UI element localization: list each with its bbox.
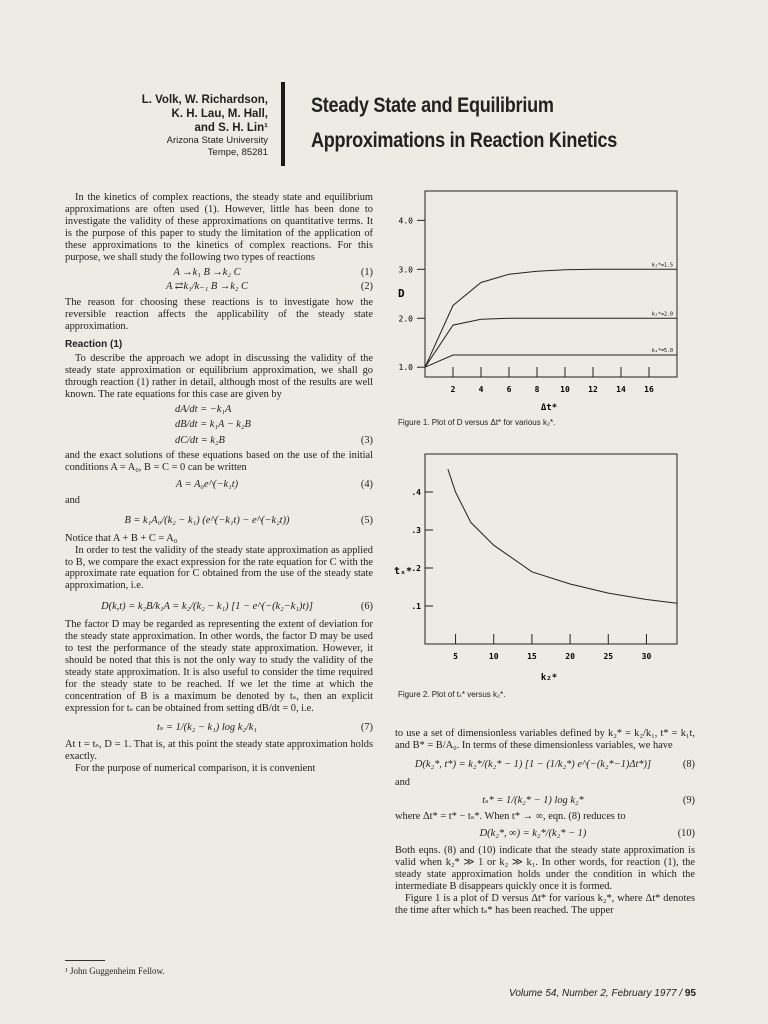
equation-number: (6): [360, 601, 373, 613]
right-column: [395, 728, 695, 917]
data-line: [448, 469, 677, 603]
paragraph-order: In order to test the validity of the steady state approximation as applied to B, we compare the exact expression for the rate equation for C with the approximate rate equation for C obtained from the use of the steady state approximation, i.e.: [65, 544, 373, 592]
paragraph-and: and: [65, 494, 81, 506]
paragraph-fig1: Figure 1 is a plot of D versus Δt* for various k₂*, where Δt* denotes the time after which tₛ* has been reached. The upper: [395, 892, 695, 916]
y-tick-label: .1: [411, 602, 421, 611]
equation-7: [65, 722, 373, 734]
equation-body: dC/dt = k₂B: [175, 435, 225, 447]
page-number: 95: [684, 988, 696, 999]
paragraph-exact: and the exact solutions of these equations based on the use of the initial conditions A = A₀, B = C = 0 can be written: [65, 450, 373, 474]
x-tick-label: 25: [603, 652, 614, 661]
x-tick-label: 6: [506, 385, 512, 394]
page-footer: [509, 988, 696, 999]
equation-number: (8): [682, 758, 695, 770]
figure-1-caption: Figure 1. Plot of D versus Δt* for various k₂*.: [398, 418, 556, 427]
paragraph-at: At t = tₛ, D = 1. That is, at this point the steady state approximation holds exactly.: [65, 739, 373, 763]
rate-equation-c: [65, 435, 373, 447]
equation-number: (3): [360, 435, 373, 447]
equation-8: [395, 759, 695, 771]
equation-2: [65, 281, 373, 293]
affiliation-line: Arizona State University: [166, 135, 268, 146]
x-tick-label: 15: [527, 652, 537, 661]
footnote: ¹ John Guggenheim Fellow.: [65, 966, 165, 976]
author-block: [118, 93, 268, 159]
data-line: [425, 355, 677, 367]
x-axis-label: k₂*: [540, 673, 558, 683]
equation-body: A →k₁ B →k₂ C: [173, 267, 241, 279]
rate-equation-a: [65, 404, 373, 416]
y-tick-label: .4: [411, 488, 421, 497]
figure-1-chart: [380, 185, 695, 415]
x-tick-label: 16: [644, 385, 654, 394]
equation-6: [65, 601, 373, 613]
equation-5: [65, 515, 373, 527]
rate-equation-b: [65, 419, 373, 431]
equation-body: A = A₀e^(−k₁t): [175, 479, 239, 491]
equation-body: D(k₂*, ∞) = k₂*/(k₂* − 1): [479, 828, 587, 840]
y-tick-label: .3: [411, 526, 421, 535]
paragraph-numerical: For the purpose of numerical comparison, it is convenient: [75, 763, 316, 775]
equation-number: (5): [360, 514, 373, 526]
y-tick-label: 2.0: [398, 314, 413, 324]
affiliation-line: Tempe, 85281: [207, 147, 268, 158]
paragraph-both: Both eqns. (8) and (10) indicate that the steady state approximation is valid when k₂* ≫ 1 or k₂ ≫ k₁. In other words, for reaction (1), the steady state approximation holds under the condition in which the intermediate B disappears quickly once it is formed.: [395, 845, 695, 893]
curve-label: k₂*=1.5: [651, 262, 673, 269]
paragraph-notice: Notice that A + B + C = A₀: [65, 532, 178, 544]
x-tick-label: 20: [565, 652, 575, 661]
equation-number: (2): [360, 281, 373, 293]
equation-number: (10): [677, 828, 695, 840]
left-column: [65, 192, 373, 775]
equation-body: dA/dt = −k₁A: [175, 403, 232, 415]
title-line: Steady State and Equilibrium: [311, 94, 554, 117]
equation-number: (9): [682, 794, 695, 806]
figure-2-caption: Figure 2. Plot of tₛ* versus k₂*.: [398, 690, 506, 699]
equation-body: tₛ = 1/(k₂ − k₁) log k₂/k₁: [156, 722, 258, 734]
paragraph-approach: To describe the approach we adopt in discussing the validity of the steady state approximation or equilibrium approximation, we shall go through reaction (1) rather in detail, although most of the results are well known. The rate equations for this case are given by: [65, 352, 373, 400]
curve-label: k₂*=2.0: [651, 311, 673, 318]
x-tick-label: 10: [488, 652, 499, 661]
equation-body: D(k,t) = k₂B/k₁A = k₂/(k₂ − k₁) [1 − e^(−(k₂−k₁)t)]: [101, 601, 313, 613]
x-axis-label: Δt*: [540, 403, 558, 413]
x-tick-label: 14: [616, 385, 626, 394]
y-axis-label: D: [398, 287, 405, 300]
paragraph-dimless: to use a set of dimensionless variables defined by k₂* = k₂/k₁, t* = k₁t, and B* = B/A₀. In terms of these dimensionless variables, we have: [395, 728, 695, 751]
y-tick-label: 1.0: [398, 363, 413, 373]
y-tick-label: .2: [411, 564, 421, 573]
x-tick-label: 2: [450, 385, 456, 394]
equation-10: [395, 828, 695, 840]
equation-1: [65, 267, 373, 279]
x-tick-label: 4: [478, 385, 484, 394]
paragraph-where: where Δt* = t* − tₛ*. When t* → ∞, eqn. (8) reduces to: [395, 810, 626, 822]
author-line: L. Volk, W. Richardson,: [141, 94, 268, 106]
y-axis-label: tₛ*: [394, 566, 413, 577]
section-heading: Reaction (1): [65, 338, 123, 350]
equation-number: (7): [360, 722, 373, 734]
equation-body: dB/dt = k₁A − k₂B: [175, 419, 251, 431]
author-line: K. H. Lau, M. Hall,: [171, 108, 268, 120]
curve-label: k₂*=5.0: [651, 347, 673, 354]
equation-9: [395, 795, 695, 807]
article-title: [311, 88, 621, 158]
x-tick-label: 5: [453, 652, 458, 661]
equation-body: B = k₁A₀/(k₂ − k₁) (e^(−k₁t) − e^(−k₂t)): [124, 514, 290, 526]
equation-number: (4): [360, 479, 373, 491]
y-tick-label: 4.0: [398, 216, 413, 226]
plot-frame: [425, 191, 677, 377]
author-line: and S. H. Lin¹: [194, 122, 268, 134]
footer-separator: /: [679, 988, 683, 999]
title-divider: [281, 82, 285, 166]
paragraph-factor: The factor D may be regarded as representing the extent of deviation for the steady state approximation. In other words, the factor D may be used to test the performance of the steady state approximation. However, it should be noted that this is not the only way to study the validity of the steady state approximation. It is also useful to consider the time required for the steady state to be reached. If we let the time at which the concentration of B is a maximum be denoted by tₛ, then an explicit expression for tₛ can be obtained from setting dB/dt = 0, i.e.: [65, 619, 373, 714]
paragraph-and: and: [395, 776, 411, 788]
journal-volume: Volume 54, Number 2, February 1977: [509, 988, 677, 999]
footnote-rule: [65, 960, 105, 961]
title-line: Approximations in Reaction Kinetics: [311, 129, 618, 152]
equation-body: D(k₂*, t*) = k₂*/(k₂* − 1) [1 − (1/k₂*) e^(−(k₂*−1)Δt*)]: [414, 758, 652, 770]
x-tick-label: 10: [560, 385, 570, 394]
figure-2-chart: [380, 450, 695, 685]
data-line: [425, 318, 677, 367]
plot-frame: [425, 454, 677, 644]
y-tick-label: 3.0: [398, 265, 413, 275]
x-tick-label: 8: [534, 385, 540, 394]
x-tick-label: 30: [641, 652, 652, 661]
equation-4: [65, 479, 373, 491]
equation-body: tₛ* = 1/(k₂* − 1) log k₂*: [482, 794, 584, 806]
equation-number: (1): [360, 267, 373, 279]
equation-body: A ⇄k₁/k₋₁ B →k₂ C: [166, 281, 248, 293]
paragraph-reason: The reason for choosing these reactions is to investigate how the reversible reaction affects the applicability of the steady state approximation.: [65, 297, 373, 333]
x-tick-label: 12: [588, 385, 598, 394]
paragraph-intro: In the kinetics of complex reactions, the steady state and equilibrium approximations are often used (1). However, little has been done to investigate the validity of these approximations on quantitative terms. It is the purpose of this paper to study the limitation of the application of these approximations to the kinetics of complex reactions. For this purpose, we shall study the following two types of reactions: [65, 192, 373, 263]
